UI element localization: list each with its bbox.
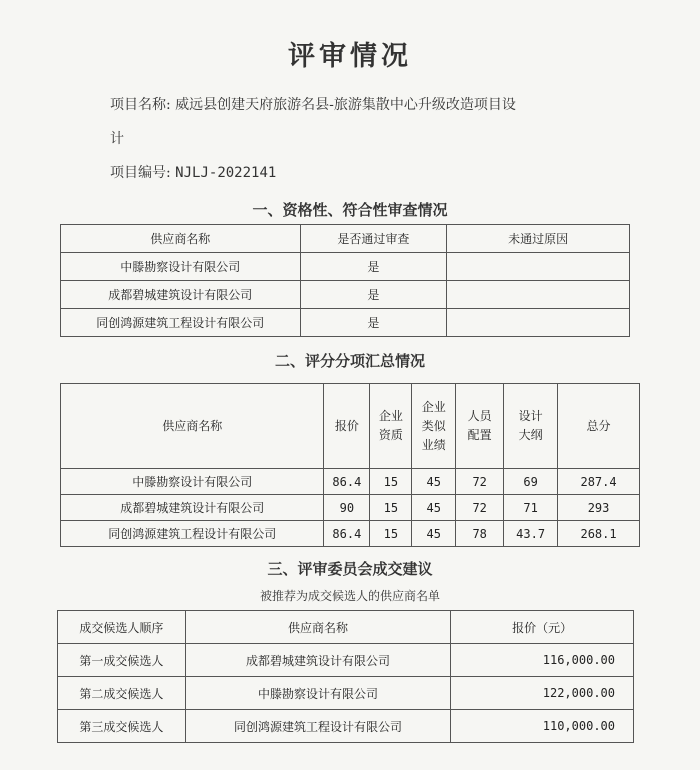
header-text: 设计	[518, 409, 543, 423]
price-cell: 116,000.00	[451, 644, 634, 677]
candidate-table	[57, 610, 634, 743]
table-row	[58, 710, 634, 743]
section1-heading: 一、资格性、符合性审查情况	[252, 201, 448, 219]
header-cell	[61, 384, 324, 469]
candidate-rank-cell: 第二成交候选人	[58, 677, 186, 710]
supplier-name-cell: 中滕勘察设计有限公司	[61, 253, 301, 281]
table-row	[61, 469, 640, 495]
header-cell: 成交候选人顺序	[58, 611, 186, 644]
qualification-score-cell: 15	[370, 521, 412, 547]
project-number	[110, 162, 276, 182]
supplier-name-cell: 成都碧城建筑设计有限公司	[61, 495, 324, 521]
header-text: 企业	[378, 409, 403, 423]
reason-cell	[447, 309, 630, 337]
header-cell: 未通过原因	[447, 225, 630, 253]
header-cell	[324, 384, 370, 469]
pass-cell: 是	[300, 309, 447, 337]
header-cell	[456, 384, 504, 469]
price-cell: 110,000.00	[451, 710, 634, 743]
header-cell: 报价（元）	[451, 611, 634, 644]
project-name-label: 项目名称:	[110, 97, 171, 113]
reason-cell	[447, 281, 630, 309]
header-cell: 是否通过审查	[300, 225, 447, 253]
header-cell	[412, 384, 456, 469]
header-text: 报价	[334, 418, 359, 433]
header-text: 大纲	[518, 428, 543, 442]
supplier-name-cell: 同创鸿源建筑工程设计有限公司	[61, 309, 301, 337]
project-name-line2: 计	[110, 131, 124, 147]
supplier-name-cell: 中滕勘察设计有限公司	[185, 677, 450, 710]
supplier-name-cell: 中滕勘察设计有限公司	[61, 469, 324, 495]
qualification-table	[60, 224, 630, 337]
performance-score-cell: 45	[412, 469, 456, 495]
total-score-cell: 293	[558, 495, 640, 521]
project-number-value: NJLJ-2022141	[175, 165, 277, 181]
page-title: 评审情况	[288, 41, 412, 72]
table-header-row	[61, 225, 630, 253]
reason-cell	[447, 253, 630, 281]
table-header-row	[58, 611, 634, 644]
table-row	[61, 495, 640, 521]
project-number-label: 项目编号:	[110, 165, 171, 181]
pass-cell: 是	[300, 253, 447, 281]
price-cell: 122,000.00	[451, 677, 634, 710]
header-text: 业绩	[421, 437, 446, 452]
table-header-row	[61, 384, 640, 469]
supplier-name-cell: 成都碧城建筑设计有限公司	[61, 281, 301, 309]
qualification-score-cell: 15	[370, 495, 412, 521]
staffing-score-cell: 72	[456, 469, 504, 495]
supplier-name-cell: 同创鸿源建筑工程设计有限公司	[61, 521, 324, 547]
candidate-rank-cell: 第一成交候选人	[58, 644, 186, 677]
total-score-cell: 287.4	[558, 469, 640, 495]
table-row	[58, 644, 634, 677]
qualification-score-cell: 15	[370, 469, 412, 495]
performance-score-cell: 45	[412, 495, 456, 521]
section2-heading: 二、评分分项汇总情况	[274, 352, 425, 370]
performance-score-cell: 45	[412, 521, 456, 547]
staffing-score-cell: 78	[456, 521, 504, 547]
pass-cell: 是	[300, 281, 447, 309]
project-name-value: 威远县创建天府旅游名县-旅游集散中心升级改造项目设	[175, 97, 516, 113]
header-cell	[370, 384, 412, 469]
candidate-rank-cell: 第三成交候选人	[58, 710, 186, 743]
header-cell: 供应商名称	[61, 225, 301, 253]
table-row	[61, 253, 630, 281]
section3-subheading: 被推荐为成交候选人的供应商名单	[259, 589, 440, 603]
header-text: 供应商名称	[162, 418, 223, 433]
supplier-name-cell: 成都碧城建筑设计有限公司	[185, 644, 450, 677]
outline-score-cell: 69	[504, 469, 558, 495]
price-score-cell: 86.4	[324, 521, 370, 547]
price-score-cell: 90	[324, 495, 370, 521]
header-text: 总分	[586, 418, 611, 433]
header-text: 资质	[378, 428, 403, 442]
header-cell	[504, 384, 558, 469]
table-row	[61, 281, 630, 309]
supplier-name-cell: 同创鸿源建筑工程设计有限公司	[185, 710, 450, 743]
header-cell	[558, 384, 640, 469]
header-text: 企业	[421, 399, 446, 414]
table-row	[61, 521, 640, 547]
header-text: 类似	[421, 418, 446, 433]
table-row	[58, 677, 634, 710]
section3-heading: 三、评审委员会成交建议	[267, 560, 433, 578]
header-text: 配置	[467, 428, 492, 442]
table-row	[61, 309, 630, 337]
staffing-score-cell: 72	[456, 495, 504, 521]
price-score-cell: 86.4	[324, 469, 370, 495]
score-summary-table	[60, 383, 640, 547]
header-text: 人员	[467, 409, 492, 423]
outline-score-cell: 43.7	[504, 521, 558, 547]
outline-score-cell: 71	[504, 495, 558, 521]
total-score-cell: 268.1	[558, 521, 640, 547]
project-name-line1	[110, 94, 516, 114]
header-cell: 供应商名称	[185, 611, 450, 644]
